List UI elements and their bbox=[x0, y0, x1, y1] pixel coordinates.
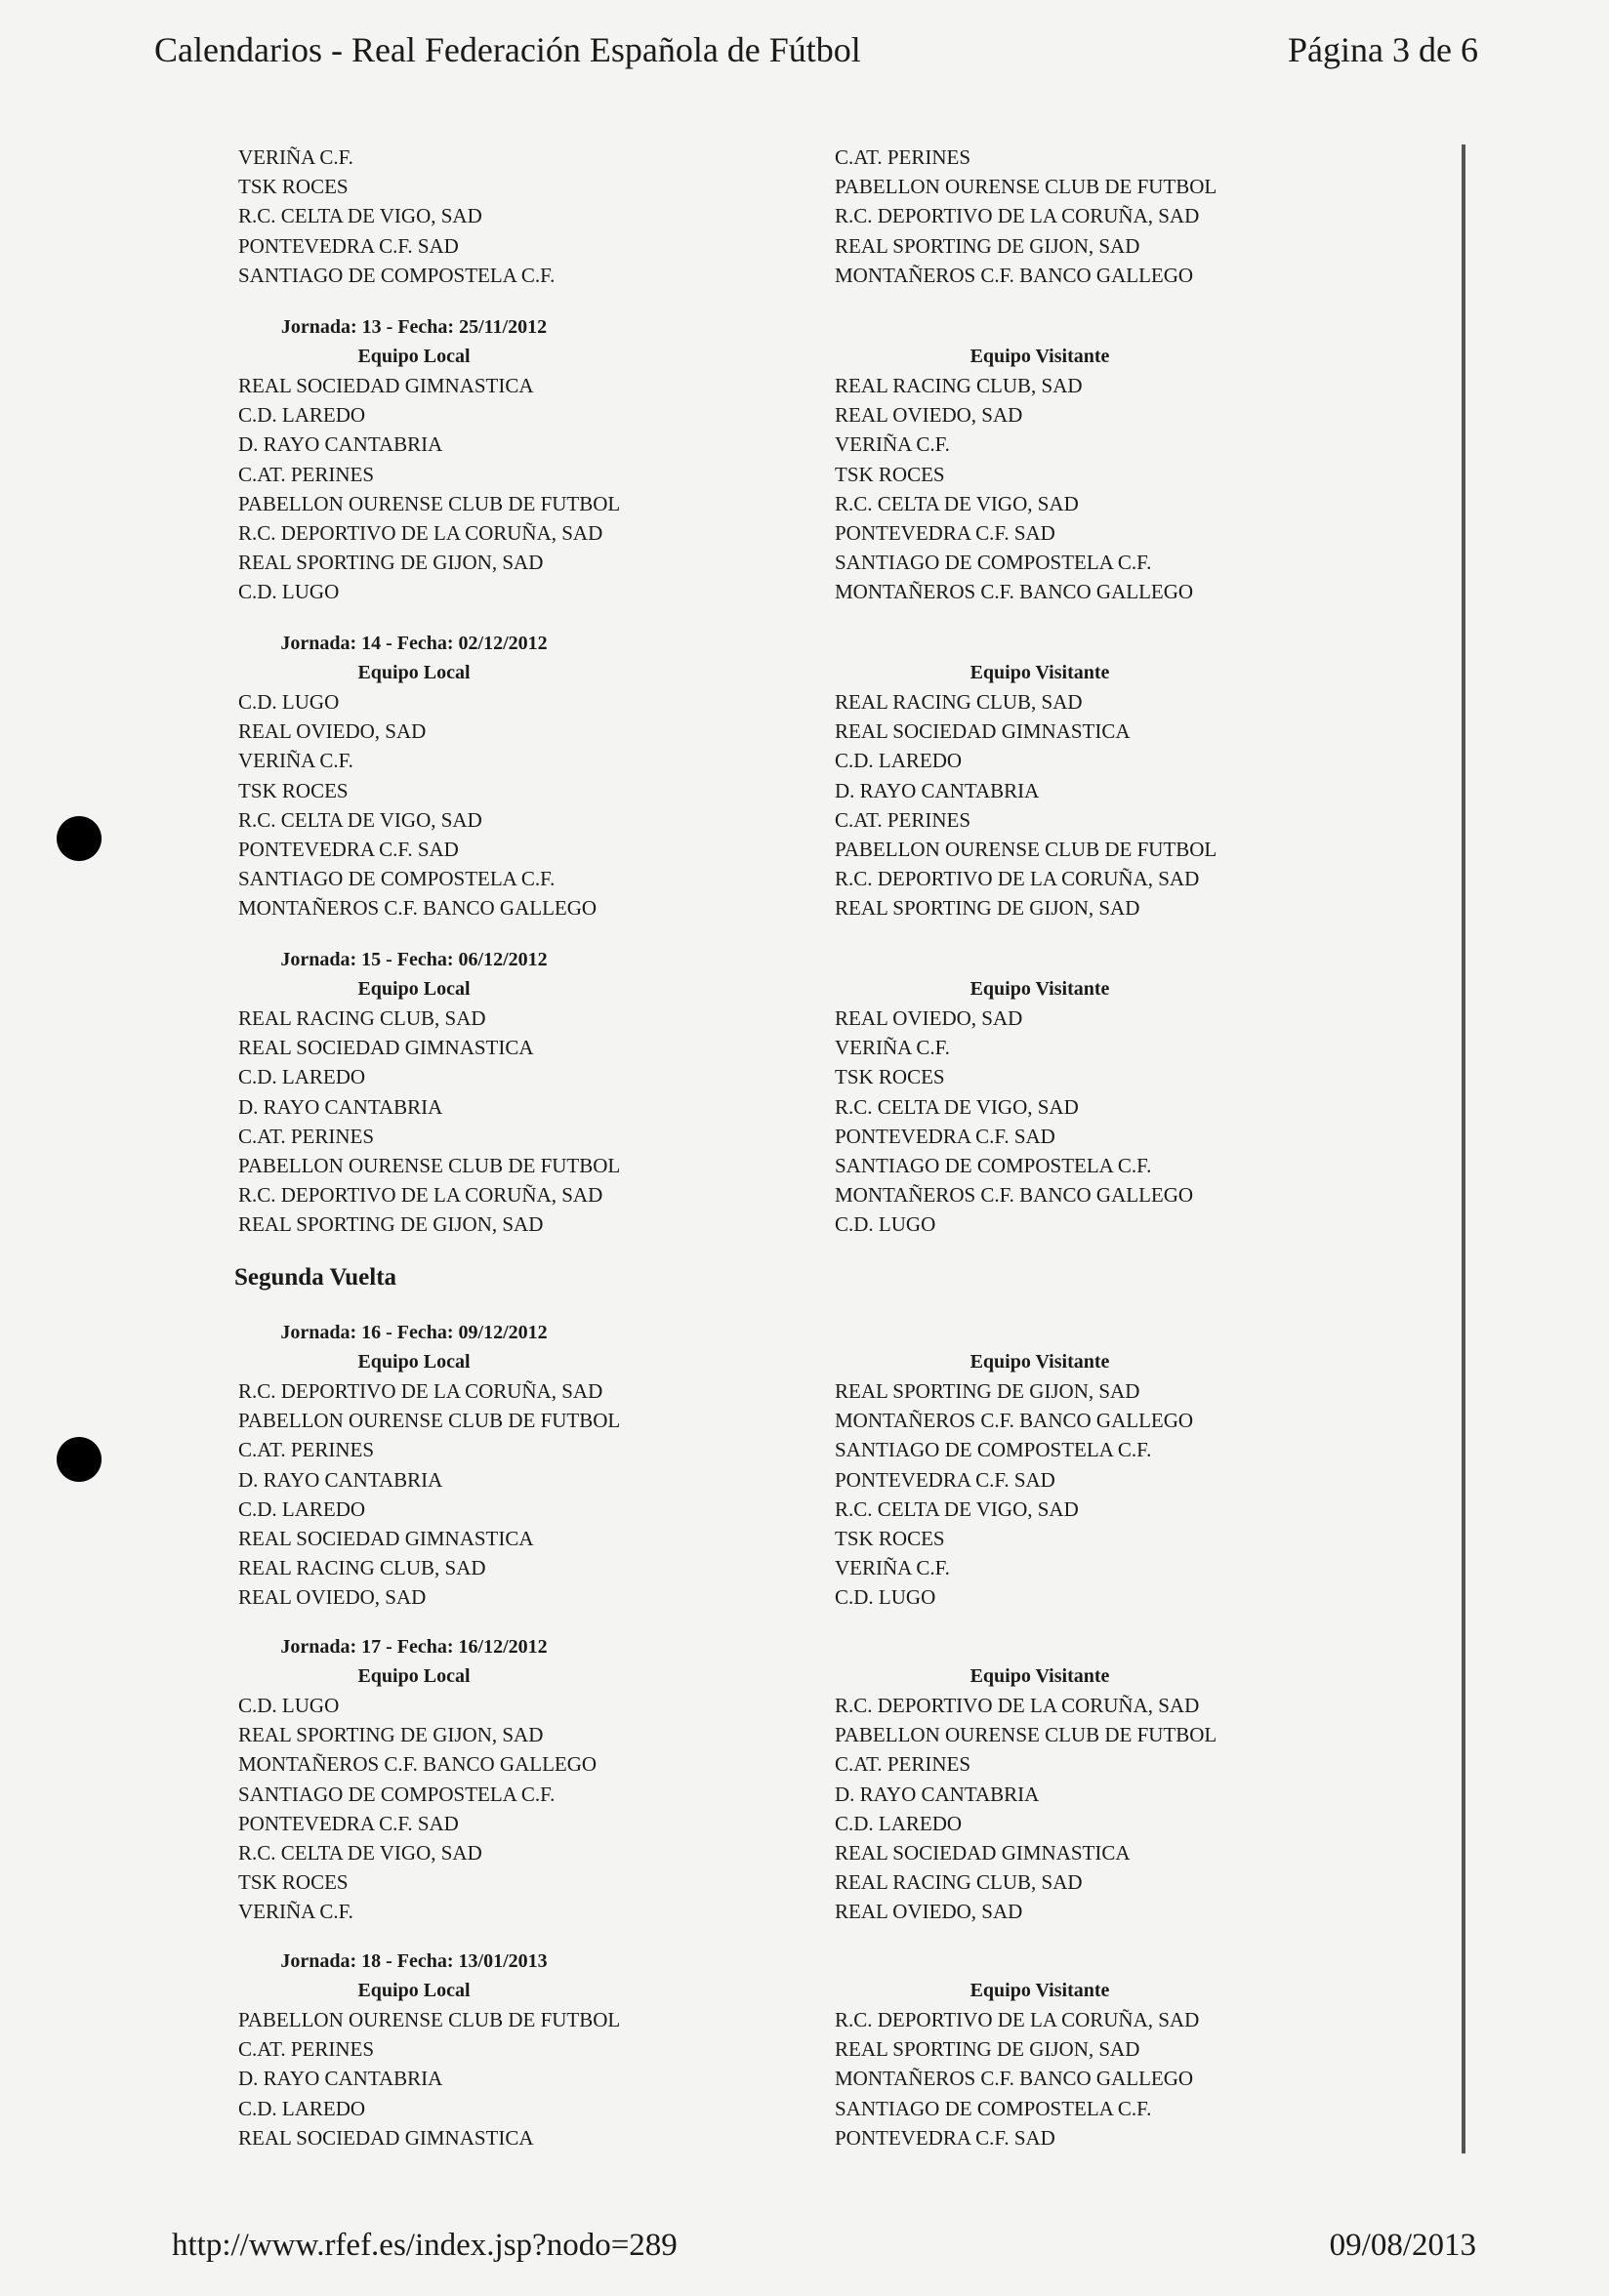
team-name: REAL SOCIEDAD GIMNASTICA bbox=[238, 1036, 534, 1060]
team-name: REAL SPORTING DE GIJON, SAD bbox=[835, 896, 1140, 921]
team-name: R.C. DEPORTIVO DE LA CORUÑA, SAD bbox=[238, 520, 603, 545]
visitante-heading: Equipo Visitante bbox=[970, 1665, 1110, 1687]
jornada-header: Jornada: 15 - Fecha: 06/12/2012 bbox=[280, 949, 548, 970]
team-name: SANTIAGO DE COMPOSTELA C.F. bbox=[835, 551, 1152, 575]
team-name: C.D. LAREDO bbox=[238, 2096, 366, 2120]
carryover-visitante-list bbox=[835, 143, 1460, 290]
team-name: MONTAÑEROS C.F. BANCO GALLEGO bbox=[835, 2067, 1194, 2091]
team-name: VERIÑA C.F. bbox=[835, 432, 950, 457]
team-name: REAL RACING CLUB, SAD bbox=[835, 1870, 1083, 1895]
jornada-header: Jornada: 14 - Fecha: 02/12/2012 bbox=[280, 633, 548, 654]
team-name: PONTEVEDRA C.F. SAD bbox=[835, 1467, 1055, 1492]
team-name: C.AT. PERINES bbox=[238, 2037, 375, 2062]
team-name: VERIÑA C.F. bbox=[238, 1900, 353, 1924]
team-name: VERIÑA C.F. bbox=[835, 1036, 950, 1060]
team-name: PONTEVEDRA C.F. SAD bbox=[238, 837, 459, 861]
team-name: MONTAÑEROS C.F. BANCO GALLEGO bbox=[835, 1183, 1194, 1208]
team-name: C.D. LUGO bbox=[835, 1585, 936, 1610]
team-name: TSK ROCES bbox=[835, 1526, 945, 1550]
team-name: REAL SOCIEDAD GIMNASTICA bbox=[238, 374, 534, 397]
team-name: C.AT. PERINES bbox=[835, 145, 971, 169]
team-name: REAL OVIEDO, SAD bbox=[835, 1900, 1023, 1924]
team-name: PABELLON OURENSE CLUB DE FUTBOL bbox=[835, 175, 1217, 199]
team-name: MONTAÑEROS C.F. BANCO GALLEGO bbox=[238, 896, 598, 921]
footer-url: http://www.rfef.es/index.jsp?nodo=289 bbox=[172, 2228, 678, 2263]
team-name: SANTIAGO DE COMPOSTELA C.F. bbox=[835, 2096, 1152, 2120]
team-name: REAL OVIEDO, SAD bbox=[238, 1585, 427, 1610]
team-name: R.C. DEPORTIVO DE LA CORUÑA, SAD bbox=[238, 1183, 603, 1208]
local-heading: Equipo Local bbox=[357, 346, 471, 367]
local-heading: Equipo Local bbox=[357, 1351, 471, 1373]
team-name: C.AT. PERINES bbox=[238, 462, 375, 486]
team-name: REAL SOCIEDAD GIMNASTICA bbox=[238, 1526, 534, 1550]
jornada-header: Jornada: 18 - Fecha: 13/01/2013 bbox=[280, 1950, 548, 1972]
team-name: REAL RACING CLUB, SAD bbox=[835, 690, 1083, 714]
team-name: REAL SPORTING DE GIJON, SAD bbox=[238, 1212, 544, 1237]
carryover-local-list bbox=[238, 143, 863, 290]
team-name: TSK ROCES bbox=[238, 175, 349, 199]
visitante-list bbox=[835, 1661, 1460, 1927]
team-name: REAL SPORTING DE GIJON, SAD bbox=[835, 233, 1140, 258]
team-name: SANTIAGO DE COMPOSTELA C.F. bbox=[238, 867, 556, 891]
team-name: C.AT. PERINES bbox=[238, 1438, 375, 1462]
team-name: R.C. CELTA DE VIGO, SAD bbox=[238, 1840, 482, 1865]
punch-hole-top bbox=[57, 816, 102, 861]
footer-date: 09/08/2013 bbox=[1329, 2228, 1476, 2263]
visitante-heading: Equipo Visitante bbox=[970, 1980, 1110, 2001]
team-name: REAL SOCIEDAD GIMNASTICA bbox=[835, 1840, 1131, 1865]
visitante-heading: Equipo Visitante bbox=[970, 1351, 1110, 1373]
team-name: MONTAÑEROS C.F. BANCO GALLEGO bbox=[835, 580, 1194, 604]
team-name: TSK ROCES bbox=[238, 778, 349, 802]
team-name: VERIÑA C.F. bbox=[238, 145, 353, 169]
team-name: REAL RACING CLUB, SAD bbox=[835, 374, 1083, 397]
team-name: MONTAÑEROS C.F. BANCO GALLEGO bbox=[238, 1752, 598, 1777]
team-name: TSK ROCES bbox=[835, 1065, 945, 1089]
visitante-list bbox=[835, 1347, 1460, 1613]
team-name: REAL SPORTING DE GIJON, SAD bbox=[238, 551, 544, 575]
local-heading: Equipo Local bbox=[357, 978, 471, 1000]
team-name: C.D. LAREDO bbox=[835, 1811, 963, 1835]
team-name: C.D. LAREDO bbox=[238, 403, 366, 428]
team-name: REAL OVIEDO, SAD bbox=[835, 403, 1023, 428]
local-list bbox=[238, 658, 863, 923]
team-name: D. RAYO CANTABRIA bbox=[835, 1782, 1040, 1806]
team-name: MONTAÑEROS C.F. BANCO GALLEGO bbox=[835, 1409, 1194, 1433]
team-name: PONTEVEDRA C.F. SAD bbox=[835, 1124, 1055, 1148]
team-name: REAL OVIEDO, SAD bbox=[835, 1006, 1023, 1030]
visitante-list bbox=[835, 658, 1460, 923]
team-name: R.C. DEPORTIVO DE LA CORUÑA, SAD bbox=[238, 1379, 603, 1403]
team-name: REAL SOCIEDAD GIMNASTICA bbox=[238, 2125, 534, 2150]
local-list bbox=[238, 1347, 863, 1613]
team-name: PONTEVEDRA C.F. SAD bbox=[238, 1811, 459, 1835]
visitante-list bbox=[835, 342, 1460, 607]
team-name: R.C. CELTA DE VIGO, SAD bbox=[835, 1496, 1079, 1521]
local-heading: Equipo Local bbox=[357, 1665, 471, 1687]
team-name: PABELLON OURENSE CLUB DE FUTBOL bbox=[835, 1723, 1217, 1747]
visitante-heading: Equipo Visitante bbox=[970, 978, 1110, 1000]
jornada-header: Jornada: 16 - Fecha: 09/12/2012 bbox=[280, 1322, 548, 1343]
punch-hole-bottom bbox=[57, 1437, 102, 1482]
visitante-heading: Equipo Visitante bbox=[970, 346, 1110, 367]
local-list bbox=[238, 342, 863, 607]
team-name: PONTEVEDRA C.F. SAD bbox=[238, 233, 459, 258]
local-heading: Equipo Local bbox=[357, 662, 471, 683]
team-name: C.D. LUGO bbox=[238, 1694, 340, 1717]
team-name: MONTAÑEROS C.F. BANCO GALLEGO bbox=[835, 263, 1194, 287]
jornada-header: Jornada: 17 - Fecha: 16/12/2012 bbox=[280, 1636, 548, 1658]
section-title: Segunda Vuelta bbox=[234, 1264, 397, 1291]
team-name: PABELLON OURENSE CLUB DE FUTBOL bbox=[238, 2008, 621, 2031]
team-name: D. RAYO CANTABRIA bbox=[238, 1467, 443, 1492]
page-number: Página 3 de 6 bbox=[1288, 30, 1478, 69]
team-name: PONTEVEDRA C.F. SAD bbox=[835, 2125, 1055, 2150]
team-name: SANTIAGO DE COMPOSTELA C.F. bbox=[835, 1438, 1152, 1462]
team-name: C.D. LUGO bbox=[238, 690, 340, 714]
team-name: R.C. DEPORTIVO DE LA CORUÑA, SAD bbox=[835, 204, 1200, 228]
team-name: C.D. LAREDO bbox=[238, 1496, 366, 1521]
page-title: Calendarios - Real Federación Española de Fútbol bbox=[154, 30, 861, 69]
margin-rule bbox=[1462, 144, 1465, 2153]
team-name: C.D. LUGO bbox=[238, 580, 340, 604]
team-name: PABELLON OURENSE CLUB DE FUTBOL bbox=[835, 837, 1217, 861]
team-name: SANTIAGO DE COMPOSTELA C.F. bbox=[238, 1782, 556, 1806]
team-name: C.D. LUGO bbox=[835, 1212, 936, 1237]
jornada-header: Jornada: 13 - Fecha: 25/11/2012 bbox=[280, 316, 548, 338]
team-name: REAL SPORTING DE GIJON, SAD bbox=[835, 1379, 1140, 1403]
team-name: C.AT. PERINES bbox=[238, 1124, 375, 1148]
team-name: VERIÑA C.F. bbox=[835, 1556, 950, 1580]
team-name: R.C. CELTA DE VIGO, SAD bbox=[238, 204, 482, 228]
team-name: R.C. CELTA DE VIGO, SAD bbox=[835, 1094, 1079, 1119]
team-name: PONTEVEDRA C.F. SAD bbox=[835, 520, 1055, 545]
team-name: REAL RACING CLUB, SAD bbox=[238, 1556, 486, 1580]
team-name: C.AT. PERINES bbox=[835, 1752, 971, 1777]
team-name: D. RAYO CANTABRIA bbox=[835, 778, 1040, 802]
team-name: REAL SPORTING DE GIJON, SAD bbox=[238, 1723, 544, 1747]
local-list bbox=[238, 974, 863, 1240]
team-name: PABELLON OURENSE CLUB DE FUTBOL bbox=[238, 491, 621, 515]
team-name: SANTIAGO DE COMPOSTELA C.F. bbox=[835, 1153, 1152, 1177]
team-name: PABELLON OURENSE CLUB DE FUTBOL bbox=[238, 1153, 621, 1177]
team-name: R.C. DEPORTIVO DE LA CORUÑA, SAD bbox=[835, 867, 1200, 891]
team-name: SANTIAGO DE COMPOSTELA C.F. bbox=[238, 263, 556, 287]
visitante-list bbox=[835, 974, 1460, 1240]
team-name: R.C. CELTA DE VIGO, SAD bbox=[835, 491, 1079, 515]
team-name: C.AT. PERINES bbox=[835, 807, 971, 832]
team-name: R.C. DEPORTIVO DE LA CORUÑA, SAD bbox=[835, 2008, 1200, 2031]
team-name: C.D. LAREDO bbox=[238, 1065, 366, 1089]
team-name: REAL SPORTING DE GIJON, SAD bbox=[835, 2037, 1140, 2062]
local-list bbox=[238, 1661, 863, 1927]
team-name: TSK ROCES bbox=[238, 1870, 349, 1895]
team-name: D. RAYO CANTABRIA bbox=[238, 1094, 443, 1119]
team-name: REAL SOCIEDAD GIMNASTICA bbox=[835, 719, 1131, 744]
team-name: D. RAYO CANTABRIA bbox=[238, 432, 443, 457]
team-name: D. RAYO CANTABRIA bbox=[238, 2067, 443, 2091]
local-list bbox=[238, 1976, 863, 2152]
local-heading: Equipo Local bbox=[357, 1980, 471, 2001]
team-name: VERIÑA C.F. bbox=[238, 749, 353, 773]
visitante-heading: Equipo Visitante bbox=[970, 662, 1110, 683]
team-name: R.C. CELTA DE VIGO, SAD bbox=[238, 807, 482, 832]
team-name: C.D. LAREDO bbox=[835, 749, 963, 773]
team-name: REAL OVIEDO, SAD bbox=[238, 719, 427, 744]
team-name: REAL RACING CLUB, SAD bbox=[238, 1006, 486, 1030]
team-name: R.C. DEPORTIVO DE LA CORUÑA, SAD bbox=[835, 1694, 1200, 1717]
team-name: PABELLON OURENSE CLUB DE FUTBOL bbox=[238, 1409, 621, 1433]
visitante-list bbox=[835, 1976, 1460, 2152]
team-name: TSK ROCES bbox=[835, 462, 945, 486]
